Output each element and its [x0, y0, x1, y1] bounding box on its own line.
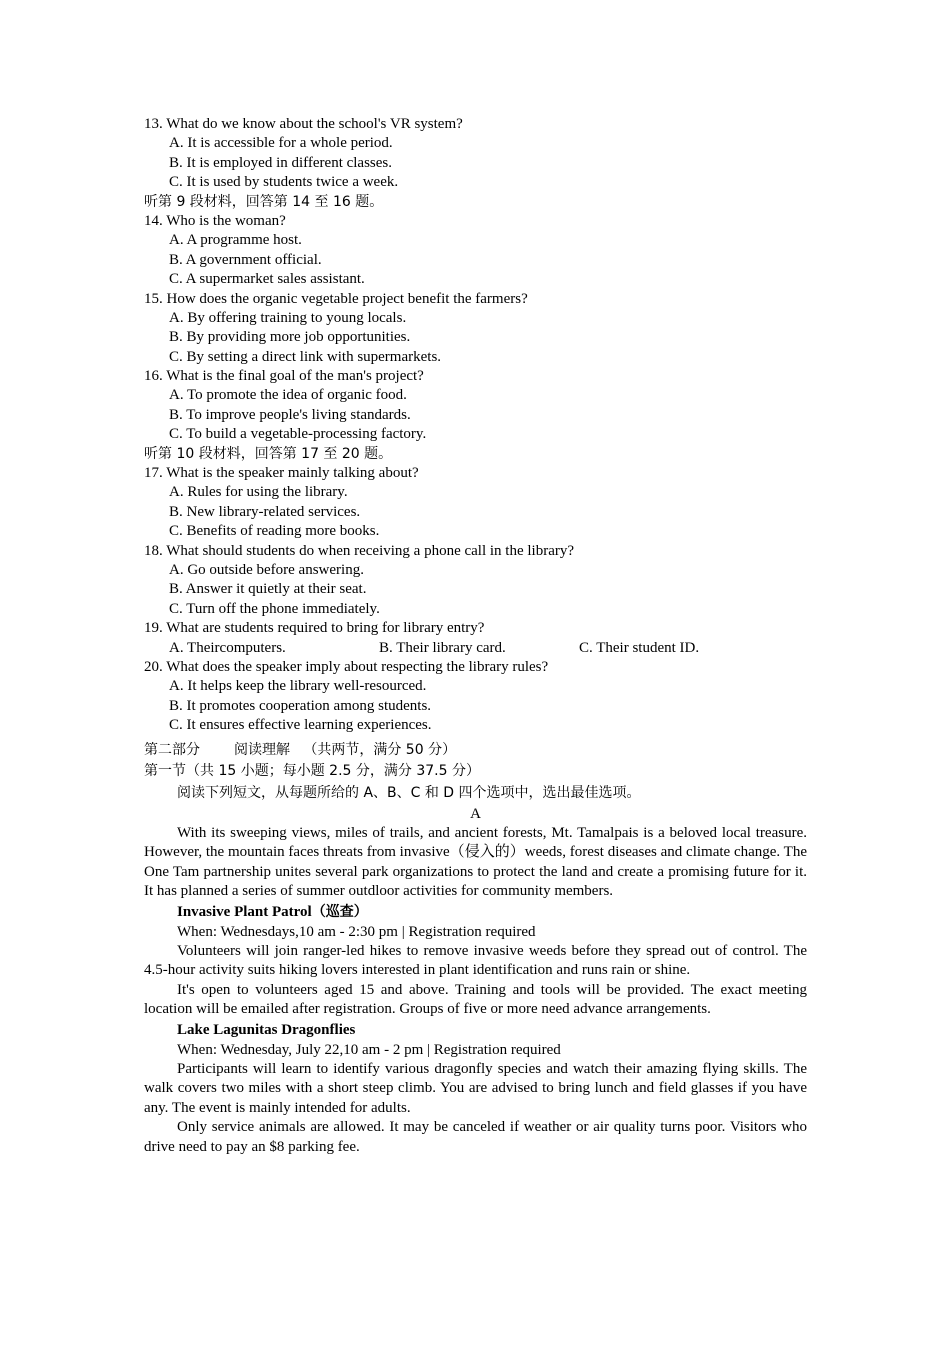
option-14-c: C. A supermarket sales assistant.: [169, 271, 365, 288]
activity-heading-1-gloss: （巡查）: [311, 903, 368, 920]
question-16: 16. What is the final goal of the man's project?: [144, 368, 424, 385]
activity-2-when: When: Wednesday, July 22,10 am - 2 pm | Registration required: [177, 1041, 561, 1058]
question-19: 19. What are students required to bring for library entry?: [144, 620, 485, 637]
question-14: 14. Who is the woman?: [144, 212, 286, 229]
part-two-name: 阅读理解: [234, 741, 290, 758]
option-19-c: C. Their student ID.: [579, 639, 700, 656]
activity-1-when: When: Wednesdays,10 am - 2:30 pm | Registration required: [177, 923, 536, 940]
option-13-c: C. It is used by students twice a week.: [169, 174, 399, 191]
option-20-a: A. It helps keep the library well-resourced.: [169, 678, 427, 695]
option-16-b: B. To improve people's living standards.: [169, 406, 411, 423]
part-two-title: 第二部分: [144, 741, 200, 758]
activity-2-paragraph-1: Participants will learn to identify various dragonfly species and watch their amazing flying skills. The walk covers two miles with a short steep climb. You are advised to bring lunch and field glasses if you have any. The event is mainly intended for adults.: [144, 1060, 807, 1116]
option-20-b: B. It promotes cooperation among students.: [169, 697, 432, 714]
option-15-b: B. By providing more job opportunities.: [169, 329, 411, 346]
option-19-b: B. Their library card.: [379, 639, 506, 656]
option-17-a: A. Rules for using the library.: [169, 484, 348, 501]
part-two-note: （共两节，满分 50 分）: [303, 741, 457, 758]
option-16-a: A. To promote the idea of organic food.: [169, 387, 407, 404]
option-13-a: A. It is accessible for a whole period.: [169, 135, 393, 152]
instruction-section-9: 听第 9 段材料，回答第 14 至 16 题。: [144, 193, 384, 210]
activity-heading-2: Lake Lagunitas Dragonflies: [177, 1021, 356, 1038]
option-18-b: B. Answer it quietly at their seat.: [169, 581, 367, 598]
reading-instructions: 阅读下列短文，从每题所给的 A、B、C 和 D 四个选项中，选出最佳选项。: [177, 784, 641, 801]
instruction-section-10: 听第 10 段材料，回答第 17 至 20 题。: [144, 445, 393, 462]
option-20-c: C. It ensures effective learning experiences.: [169, 717, 432, 734]
option-18-a: A. Go outside before answering.: [169, 561, 364, 578]
option-14-b: B. A government official.: [169, 251, 322, 268]
document-page: [144, 115, 807, 1157]
question-13: 13. What do we know about the school's VR system?: [144, 116, 463, 132]
activity-1-paragraph-1: Volunteers will join ranger-led hikes to remove invasive weeds before they spread out of control. The 4.5-hour activity suits hiking lovers interested in plant identification and runs rain or shine.: [144, 942, 807, 978]
activity-heading-1: [144, 902, 807, 922]
passage-paragraph-1: With its sweeping views, miles of trails, and ancient forests, Mt. Tamalpais is a beloved local treasure. However, the mountain faces threats from invasive（侵入的）weeds, forest diseases and climate change. The One Tam partnership unites several park organizations to protect the land and create a promising future for it. It has planned a series of summer outdloor activities for community members.: [144, 824, 807, 899]
question-17: 17. What is the speaker mainly talking about?: [144, 465, 419, 482]
activity-2-paragraph-2: Only service animals are allowed. It may be canceled if weather or air quality turns poor. Visitors who drive need to pay an $8 parking fee.: [144, 1119, 807, 1155]
activity-1-paragraph-2: It's open to volunteers aged 15 and above. Training and tools will be provided. The exact meeting location will be emailed after registration. Groups of five or more need advance arrangements.: [144, 981, 807, 1017]
option-16-c: C. To build a vegetable-processing factory.: [169, 426, 427, 443]
option-17-b: B. New library-related services.: [169, 503, 361, 520]
activity-heading-1-title: Invasive Plant Patrol: [177, 903, 312, 920]
question-15: 15. How does the organic vegetable project benefit the farmers?: [144, 290, 528, 307]
options-19: [144, 639, 807, 658]
option-13-b: B. It is employed in different classes.: [169, 154, 393, 171]
passage-label: A: [470, 805, 481, 822]
question-20: 20. What does the speaker imply about respecting the library rules?: [144, 658, 549, 675]
section-one-heading: 第一节（共 15 小题；每小题 2.5 分，满分 37.5 分）: [144, 762, 480, 779]
question-18: 18. What should students do when receiving a phone call in the library?: [144, 542, 575, 559]
option-19-a: A. Theircomputers.: [169, 639, 286, 656]
option-14-a: A. A programme host.: [169, 232, 302, 249]
option-15-c: C. By setting a direct link with supermarkets.: [169, 348, 442, 365]
option-18-c: C. Turn off the phone immediately.: [169, 600, 380, 617]
part-two-heading: [144, 740, 807, 761]
option-15-a: A. By offering training to young locals.: [169, 309, 407, 326]
option-17-c: C. Benefits of reading more books.: [169, 523, 380, 540]
